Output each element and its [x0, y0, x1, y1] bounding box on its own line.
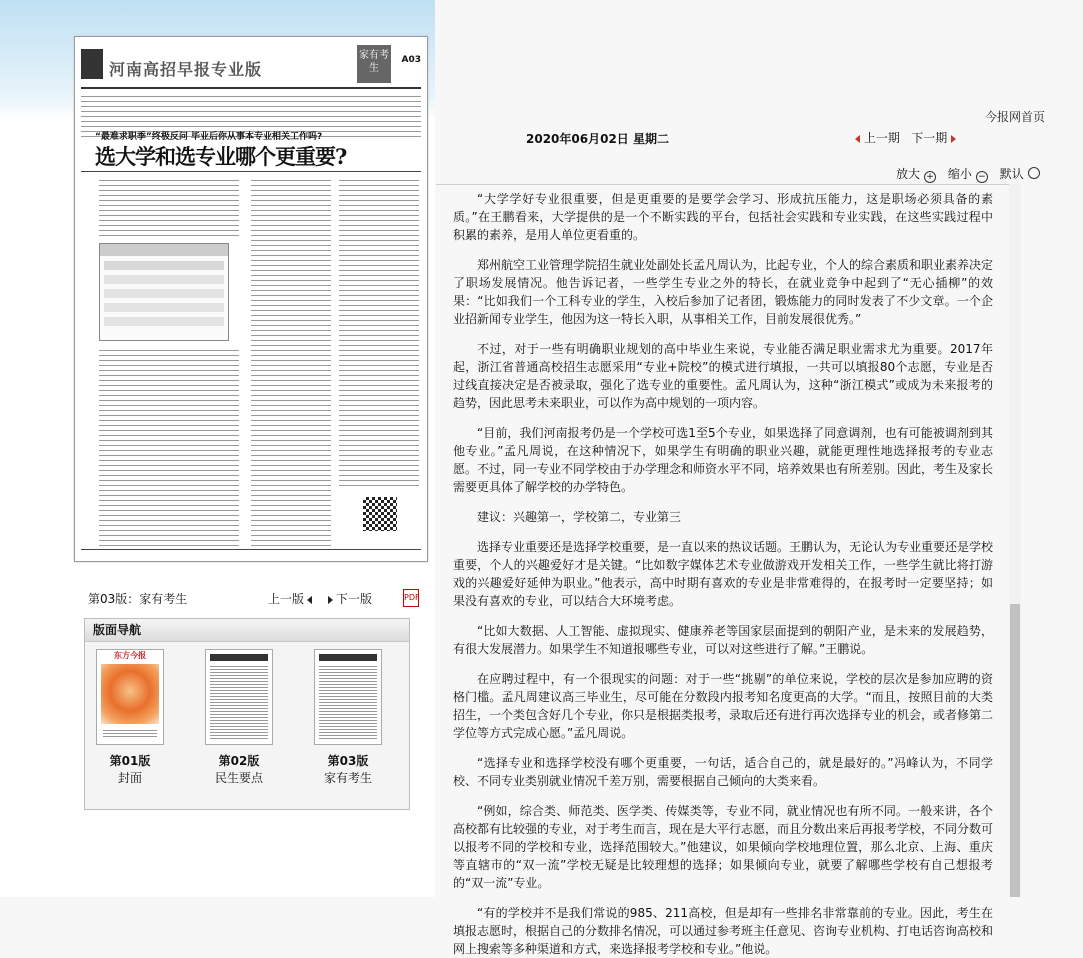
- issue-date: 2020年06月02日 星期二: [526, 132, 669, 146]
- newspaper-column: [339, 177, 419, 487]
- article-paragraph: “选择专业和选择学校没有哪个更重要，一句话，适合自己的，就是最好的。”冯峰认为，不同学校、不同专业类别就业情况千差万别，需要根据自己倾向的大类来看。: [453, 756, 993, 788]
- prev-page-label: 上一版: [268, 592, 305, 606]
- newspaper-poll-box: [99, 243, 229, 341]
- plus-icon: +: [924, 171, 936, 183]
- zoom-in-label: 放大: [896, 167, 921, 181]
- newspaper-column: [251, 177, 331, 547]
- zoom-default-button[interactable]: [1000, 167, 1044, 181]
- article-paragraph: “例如，综合类、师范类、医学类、传媒类等，专业不同，就业情况也有所不同。一般来讲，各个高校都有比较强的专业，对于考生而言，现在是大平行志愿，而且分数出来后再报考学校，不同分数可以报考不同的学校和专业，选择范围较大。”他建议，如果倾向学校地理位置，那么北京、上海、重庆等直辖市的“双一流”学校无疑是比较理想的选择；如果倾向专业，就要了解哪些学校有自己想报考的“双一流”专业。: [453, 804, 994, 890]
- zoom-default-label: 默认: [999, 167, 1024, 181]
- cover-text: [103, 728, 157, 738]
- newspaper-page-image[interactable]: [74, 36, 428, 562]
- next-issue-link[interactable]: 下一期: [911, 131, 948, 145]
- qr-code-icon: [363, 497, 397, 531]
- page-thumb-number: 第01版: [109, 754, 151, 768]
- minus-icon: −: [976, 171, 988, 183]
- page-navigation-panel: [84, 618, 410, 810]
- prev-page-link[interactable]: [268, 590, 312, 607]
- home-link[interactable]: 今报网首页: [984, 110, 1045, 124]
- newspaper-headline: 选大学和选专业哪个更重要?: [95, 144, 347, 169]
- pdf-download-icon[interactable]: PDF: [403, 589, 419, 607]
- mini-headline: [210, 654, 268, 661]
- newspaper-masthead: [81, 43, 421, 89]
- article-paragraph: 在应聘过程中，有一个很现实的问题：对于一些“挑剔”的单位来说，学校的层次是参加应聘的资格门槛。孟凡周建议高三毕业生，尽可能在分数段内报考知名度更高的大学。“而且，按照目前的大类招生，一个类包含好几个专业，你只是根据类报考，录取后还有进行再次选择专业的机会，或者修第二学位等方式完成心愿。”孟凡周说。: [453, 672, 994, 740]
- page-thumb-name: 家有考生: [323, 771, 372, 785]
- article-paragraph: “目前，我们河南报考仍是一个学校可选1至5个专业，如果选择了同意调剂，也有可能被调剂到其他专业。”孟凡周说，在这种情况下，如果学生有明确的职业兴趣，就能更理性地选择报考的专业志愿。不过，同一专业不同学校由于办学理念和师资水平不同，培养效果也有所差别。因此，考生及家长需要更具体了解学校的办学特色。: [453, 426, 994, 494]
- page-thumb-number: 第03版: [327, 754, 369, 768]
- article-section-heading: 建议：兴趣第一，学校第二，专业第三: [477, 510, 682, 524]
- caret-right-icon: [328, 596, 333, 604]
- newspaper-logo: [81, 49, 103, 79]
- article-paragraph: “有的学校并不是我们常说的985、211高校，但是却有一些排名非常靠前的专业。因此，考生在填报志愿时，根据自己的分数排名情况，可以通过参考班主任意见、咨询专业机构、打电话咨询高校和网上搜索等多种渠道和方式，来选择报考学校和专业。”他说。: [453, 906, 994, 956]
- zoom-out-label: 缩小: [947, 167, 972, 181]
- divider: [81, 171, 421, 172]
- page-thumb-03[interactable]: [314, 649, 382, 785]
- article-paragraph: 选择专业重要还是选择学校重要，是一直以来的热议话题。王鹏认为，无论认为专业重要还是学校重要，个人的兴趣爱好才是关键。“比如数字媒体艺术专业做游戏开发相关工作，一些学生就比将打游戏的兴趣爱好延伸为职业。”他表示，高中时期有喜欢的专业是非常难得的，在报考时一定要坚持；如果没有喜欢的专业，可以结合大环境考虑。: [453, 540, 994, 608]
- cover-graphic: [101, 664, 159, 724]
- scrollbar-thumb[interactable]: [1010, 604, 1020, 897]
- caret-right-icon: [951, 135, 956, 143]
- mini-headline: [319, 654, 377, 661]
- page-thumb-image: [314, 649, 382, 745]
- divider: [81, 549, 421, 550]
- newspaper-column: [99, 347, 239, 547]
- page-thumb-01[interactable]: [96, 649, 164, 785]
- page-thumb-number: 第02版: [218, 754, 260, 768]
- zoom-in-button[interactable]: [896, 167, 940, 181]
- newspaper-subtitle: “最难求职季”终极反问 毕业后你从事本专业相关工作吗?: [95, 132, 323, 142]
- zoom-out-button[interactable]: [948, 167, 992, 181]
- mini-text: [319, 664, 377, 740]
- article-body: [453, 190, 994, 956]
- circle-icon: [1028, 167, 1040, 179]
- mini-text: [210, 664, 268, 740]
- caret-left-icon: [855, 135, 860, 143]
- prev-issue-link[interactable]: 上一期: [863, 131, 900, 145]
- caret-left-icon: [307, 596, 312, 604]
- page-thumb-02[interactable]: [205, 649, 273, 785]
- page-thumb-name: 民生要点: [214, 771, 263, 785]
- page-thumb-image: [205, 649, 273, 745]
- page-navigation-title: 版面导航: [85, 619, 409, 642]
- zoom-controls: [896, 165, 1048, 183]
- next-page-link[interactable]: [328, 590, 372, 607]
- page-thumb-image: [96, 649, 164, 745]
- current-page-label: 第03版：家有考生: [88, 592, 188, 606]
- page-thumb-name: 封面: [117, 771, 142, 785]
- cover-brand: 东方今报: [97, 650, 163, 662]
- next-page-label: 下一版: [336, 592, 373, 606]
- article-paragraph: 郑州航空工业管理学院招生就业处副处长孟凡周认为，比起专业，个人的综合素质和职业素养决定了职场发展情况。他告诉记者，一些学生专业之外的特长，在就业竞争中起到了“无心插柳”的效果：“比如我们一个工科专业的学生，入校后参加了记者团，锻炼能力的同时发表了不少文章。一个企业招新闻专业学生，他因为这一特长入职，从事相关工作，目前发展很优秀。”: [453, 258, 994, 326]
- newspaper-section-tag: 家有考生: [357, 45, 391, 83]
- newspaper-column: [99, 177, 239, 237]
- newspaper-page-number: A03: [401, 55, 421, 65]
- article-paragraph: “大学学好专业很重要，但是更重要的是要学会学习、形成抗压能力，这是职场必须具备的素质。”在王鹏看来，大学提供的是一个不断实践的平台，包括社会实践和专业实践，在这些实践过程中积累的素养，是用人单位更看重的。: [453, 192, 993, 242]
- issue-nav: [852, 129, 959, 146]
- article-paragraph: “比如大数据、人工智能、虚拟现实、健康养老等国家层面提到的朝阳产业，是未来的发展趋势，有很大发展潜力。如果学生不知道报哪些专业，可以对这些进行了解。”王鹏说。: [453, 624, 993, 656]
- page-pager: [88, 590, 424, 608]
- newspaper-brand: 河南高招早报专业版: [109, 60, 263, 79]
- article-paragraph: 不过，对于一些有明确职业规划的高中毕业生来说，专业能否满足职业需求尤为重要。2017年起，浙江省普通高校招生志愿采用“专业+院校”的模式进行填报，一共可以填报80个志愿，专业是否过线直接决定是否被录取，强化了选专业的重要性。孟凡周认为，这种“浙江模式”或成为未来报考的趋势，因此思考未来职业，可以作为高中规划的一项内容。: [453, 342, 993, 410]
- divider: [436, 184, 1021, 185]
